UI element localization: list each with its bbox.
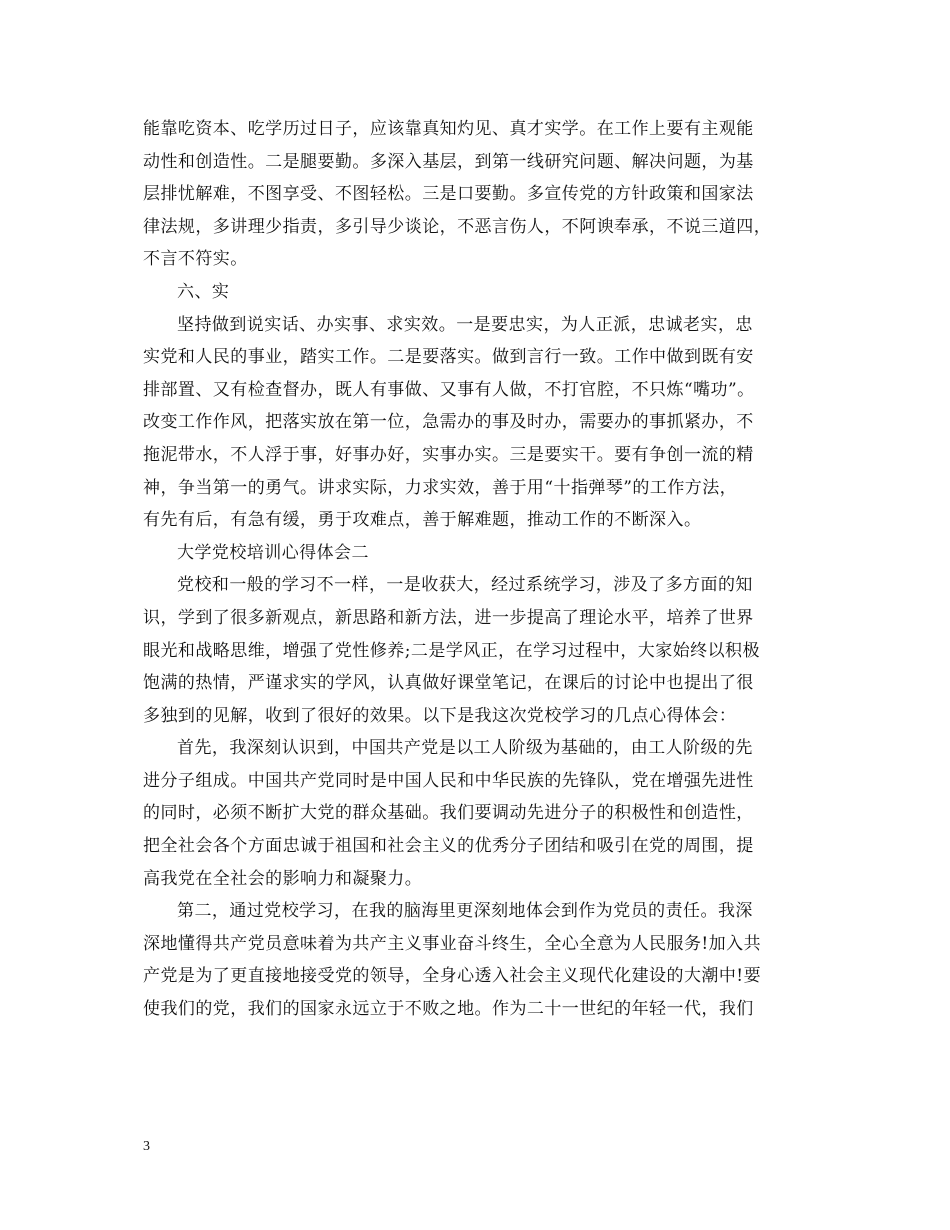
text-line: 改变工作作风，把落实放在第一位，急需办的事及时办，需要办的事抓紧办，不 <box>143 412 754 433</box>
text-line: 能靠吃资本、吃学历过日子，应该靠真知灼见、真才实学。在工作上要有主观能 <box>143 119 754 139</box>
text-line: 排部置、又有检查督办，既人有事做、又事有人做，不打官腔，不只炼“嘴功”。 <box>143 379 755 400</box>
text-line: 层排忧解难，不图享受、不图轻松。三是口要勤。多宣传党的方针政策和国家法 <box>143 184 754 205</box>
body-text <box>143 113 813 1026</box>
page-number: 3 <box>143 1139 150 1154</box>
text-line: 眼光和战略思维，增强了党性修养;二是学风正，在学习过程中，大家始终以积极 <box>143 640 760 661</box>
text-line: 进分子组成。中国共产党同时是中国人民和中华民族的先锋队，党在增强先进性 <box>143 770 754 791</box>
text-line: 实党和人民的事业，踏实工作。二是要落实。做到言行一致。工作中做到既有安 <box>143 347 754 368</box>
section-heading: 大学党校培训心得体会二 <box>177 542 369 563</box>
text-line: 首先，我深刻认识到，中国共产党是以工人阶级为基础的，由工人阶级的先 <box>177 738 753 759</box>
text-line: 不言不符实。 <box>143 249 248 270</box>
text-line: 神，争当第一的勇气。讲求实际，力求实效，善于用“十指弹琴”的工作方法， <box>143 477 738 498</box>
text-line: 党校和一般的学习不一样，一是收获大，经过系统学习，涉及了多方面的知 <box>177 575 753 596</box>
text-line: 产党是为了更直接地接受党的领导，全身心透入社会主义现代化建设的大潮中!要 <box>143 966 762 987</box>
text-line: 的同时，必须不断扩大党的群众基础。我们要调动先进分子的积极性和创造性， <box>143 803 754 824</box>
text-line: 把全社会各个方面忠诚于祖国和社会主义的优秀分子团结和吸引在党的周围，提 <box>143 836 754 857</box>
text-line: 动性和创造性。二是腿要勤。多深入基层，到第一线研究问题、解决问题，为基 <box>143 151 754 172</box>
text-line: 律法规，多讲理少指责，多引导少谈论，不恶言伤人，不阿谀奉承，不说三道四， <box>143 216 772 237</box>
section-heading: 六、实 <box>177 281 230 302</box>
text-line: 多独到的见解，收到了很好的效果。以下是我这次党校学习的几点心得体会： <box>143 705 737 726</box>
text-line: 深地懂得共产党员意味着为共产主义事业奋斗终生，全心全意为人民服务!加入共 <box>143 933 762 954</box>
text-line: 坚持做到说实话、办实事、求实效。一是要忠实，为人正派，忠诚老实，忠 <box>177 314 753 335</box>
text-line: 拖泥带水，不人浮于事，好事办好，实事办实。三是要实干。要有争创一流的精 <box>143 444 754 465</box>
text-line: 使我们的党，我们的国家永远立于不败之地。作为二十一世纪的年轻一代，我们 <box>143 999 754 1020</box>
text-line: 有先有后，有急有缓，勇于攻难点，善于解难题，推动工作的不断深入。 <box>143 510 702 531</box>
text-line: 饱满的热情，严谨求实的学风，认真做好课堂笔记，在课后的讨论中也提出了很 <box>143 673 754 694</box>
text-line: 识，学到了很多新观点，新思路和新方法，进一步提高了理论水平，培养了世界 <box>143 607 754 628</box>
text-line: 第二，通过党校学习，在我的脑海里更深刻地体会到作为党员的责任。我深 <box>177 901 753 922</box>
text-line: 高我党在全社会的影响力和凝聚力。 <box>143 868 423 889</box>
